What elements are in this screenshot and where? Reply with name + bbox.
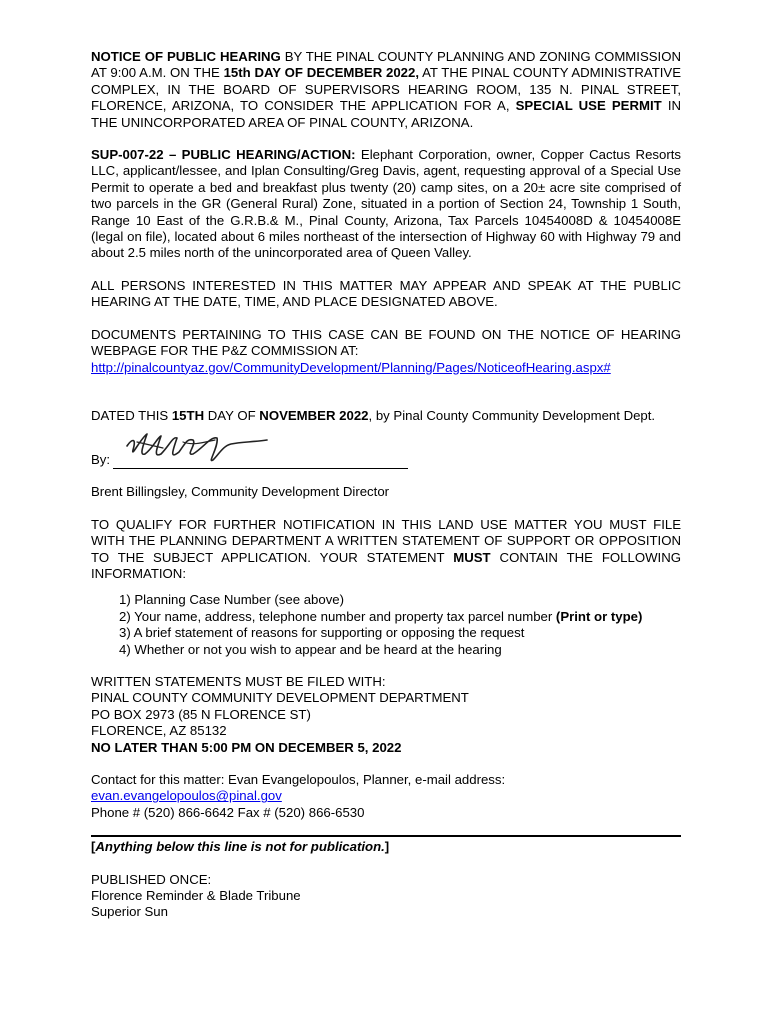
documents-paragraph: DOCUMENTS PERTAINING TO THIS CASE CAN BE FOUND ON THE NOTICE OF HEARING WEBPAGE FOR THE P&Z COMMISSION AT:	[91, 326, 681, 359]
list-item: 4) Whether or not you wish to appear and be heard at the hearing	[119, 641, 502, 657]
contact-block	[91, 772, 681, 821]
filing-address-block	[91, 674, 681, 756]
list-item: 2) Your name, address, telephone number and property tax parcel number (Print or type)	[119, 608, 643, 624]
signer-name: Brent Billingsley, Community Development Director	[91, 484, 390, 500]
list-item: 3) A brief statement of reasons for supporting or opposing the request	[119, 625, 525, 641]
email-link[interactable]: evan.evangelopoulos@pinal.gov	[91, 788, 282, 804]
required-info-list	[91, 592, 681, 658]
handwritten-signature	[123, 428, 273, 470]
dated-line: DATED THIS 15TH DAY OF NOVEMBER 2022, by Pinal County Community Development Dept.	[91, 407, 656, 423]
email-line	[91, 788, 681, 804]
notice-of-hearing-link[interactable]: http://pinalcountyaz.gov/CommunityDevelopment/Planning/Pages/NoticeofHearing.aspx#	[91, 359, 611, 375]
filing-line: PO BOX 2973 (85 N FLORENCE ST)	[91, 706, 311, 722]
hearing-notice-paragraph: NOTICE OF PUBLIC HEARING BY THE PINAL COUNTY PLANNING AND ZONING COMMISSION AT 9:00 A.M. ON THE 15th DAY OF DECEMBER 2022, AT THE PINAL COUNTY ADMINISTRATIVE COMPLEX, IN THE BOARD OF SUPERVISORS HEARING ROOM, 135 N. PINAL STREET, FLORENCE, ARIZONA, TO CONSIDER THE APPLICATION FOR A, SPECIAL USE PERMIT IN THE UNINCORPORATED AREA OF PINAL COUNTY, ARIZONA.	[91, 49, 682, 130]
list-item: 1) Planning Case Number (see above)	[119, 592, 345, 608]
phone-line: Phone # (520) 866-6642 Fax # (520) 866-6530	[91, 804, 365, 820]
deadline-line: NO LATER THAN 5:00 PM ON DECEMBER 5, 2022	[91, 739, 402, 755]
published-line: PUBLISHED ONCE:	[91, 871, 212, 887]
contact-line: Contact for this matter: Evan Evangelopoulos, Planner, e-mail address:	[91, 772, 506, 787]
by-label: By:	[91, 452, 111, 468]
interested-persons-paragraph: ALL PERSONS INTERESTED IN THIS MATTER MAY APPEAR AND SPEAK AT THE PUBLIC HEARING AT THE DATE, TIME, AND PLACE DESIGNATED ABOVE.	[91, 277, 681, 310]
signature-block	[91, 434, 681, 484]
filing-line: WRITTEN STATEMENTS MUST BE FILED WITH:	[91, 673, 386, 689]
published-line: Superior Sun	[91, 904, 168, 920]
publication-divider	[91, 835, 681, 837]
qualify-paragraph: TO QUALIFY FOR FURTHER NOTIFICATION IN THIS LAND USE MATTER YOU MUST FILE WITH THE PLANNING DEPARTMENT A WRITTEN STATEMENT OF SUPPORT OR OPPOSITION TO THE SUBJECT APPLICATION. YOUR STATEMENT MUST CONTAIN THE FOLLOWING INFORMATION:	[91, 516, 682, 581]
published-block	[91, 872, 681, 921]
notice-document	[91, 49, 681, 921]
not-for-publication-note: [Anything below this line is not for publication.]	[91, 839, 390, 855]
filing-line: FLORENCE, AZ 85132	[91, 723, 227, 739]
case-description-paragraph: SUP-007-22 – PUBLIC HEARING/ACTION: Elephant Corporation, owner, Copper Cactus Resorts LLC, applicant/lessee, and Iplan Consulting/Greg Davis, agent, requesting approval of a Special Use Permit to operate a bed and breakfast plus twenty (20) camp sites, on a 20± acre site comprised of two parcels in the GR (General Rural) Zone, situated in a portion of Section 24, Township 1 South, Range 10 East of the G.R.B.& M., Pinal County, Arizona, Tax Parcels 10454008D & 10454008E (legal on file), located about 6 miles northeast of the intersection of Highway 60 with Highway 79 and about 2.5 miles north of the unincorporated area of Queen Valley.	[91, 147, 681, 261]
filing-line: PINAL COUNTY COMMUNITY DEVELOPMENT DEPARTMENT	[91, 690, 469, 706]
published-line: Florence Reminder & Blade Tribune	[91, 888, 301, 904]
notice-of-hearing-link-line	[91, 360, 681, 376]
